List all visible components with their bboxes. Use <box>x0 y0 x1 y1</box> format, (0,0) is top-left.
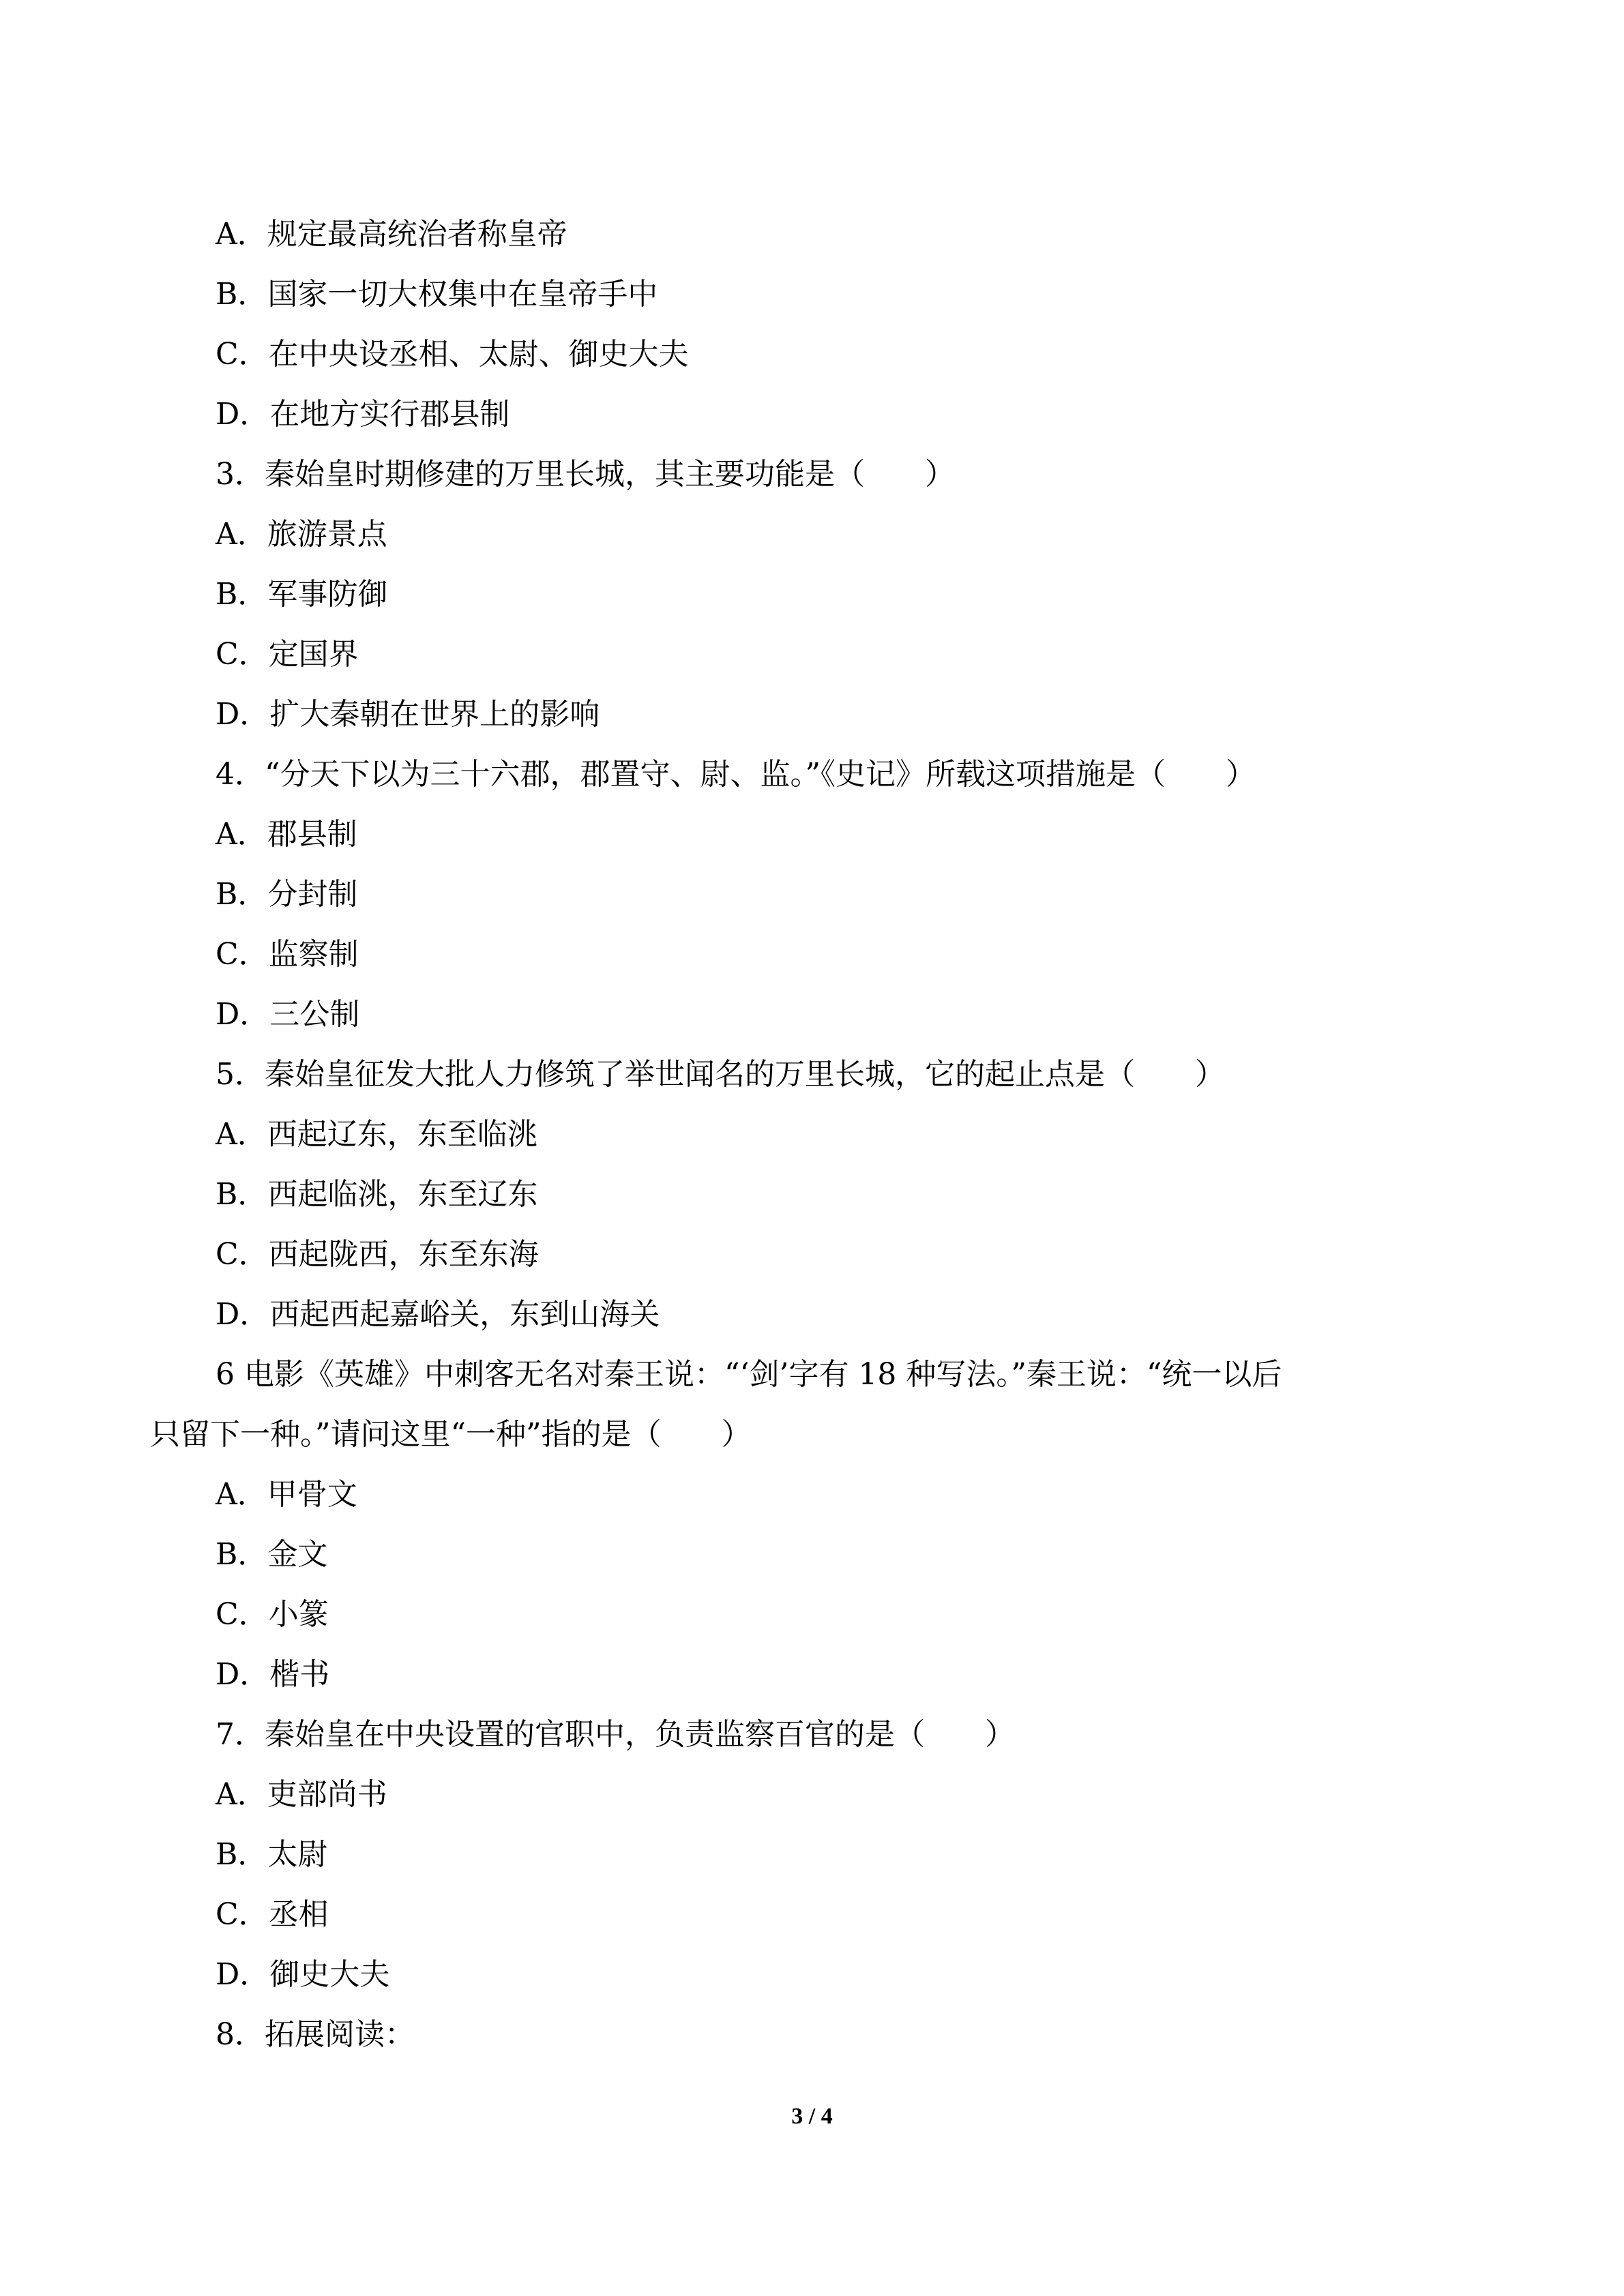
question-6-line-2: 只留下一种。”请问这里“一种”指的是（ ） <box>150 1417 752 1452</box>
option-d: D．在地方实行郡县制 <box>216 397 510 432</box>
question-8: 8．拓展阅读： <box>216 2017 415 2052</box>
question-5: 5．秦始皇征发大批人力修筑了举世闻名的万里长城，它的起止点是（ ） <box>216 1057 1225 1092</box>
option-a: A．甲骨文 <box>216 1477 357 1512</box>
option-c: C．小篆 <box>216 1597 329 1632</box>
option-d: D．楷书 <box>216 1657 330 1692</box>
option-d: D．三公制 <box>216 997 360 1032</box>
question-3: 3．秦始皇时期修建的万里长城，其主要功能是（ ） <box>216 457 955 492</box>
option-d: D．扩大秦朝在世界上的影响 <box>216 697 600 732</box>
option-b: B．国家一切大权集中在皇帝手中 <box>216 277 658 312</box>
question-content <box>150 205 1487 2065</box>
option-a: A．吏部尚书 <box>216 1777 387 1812</box>
option-c: C．丞相 <box>216 1897 329 1932</box>
option-c: C．在中央设丞相、太尉、御史大夫 <box>216 337 689 372</box>
option-a: A．规定最高统治者称皇帝 <box>216 217 567 252</box>
page-number: 3 / 4 <box>791 2104 833 2129</box>
option-c: C．西起陇西，东至东海 <box>216 1237 539 1272</box>
option-d: D．西起西起嘉峪关，东到山海关 <box>216 1297 660 1332</box>
option-a: A．旅游景点 <box>216 517 387 552</box>
question-6-line-1: 6 电影《英雄》中刺客无名对秦王说：“‘剑’字有 18 种写法。”秦王说：“统一以后 <box>216 1357 1282 1392</box>
question-4: 4．“分天下以为三十六郡，郡置守、尉、监。”《史记》所载这项措施是（ ） <box>216 757 1256 792</box>
option-b: B．军事防御 <box>216 577 388 612</box>
option-b: B．西起临洮，东至辽东 <box>216 1177 538 1212</box>
option-b: B．金文 <box>216 1537 328 1572</box>
option-c: C．定国界 <box>216 637 359 672</box>
option-c: C．监察制 <box>216 937 359 972</box>
option-d: D．御史大夫 <box>216 1957 390 1992</box>
option-b: B．分封制 <box>216 877 358 912</box>
option-b: B．太尉 <box>216 1837 328 1872</box>
option-a: A．西起辽东，东至临洮 <box>216 1117 537 1152</box>
question-7: 7．秦始皇在中央设置的官职中，负责监察百官的是（ ） <box>216 1717 1015 1752</box>
option-a: A．郡县制 <box>216 817 357 852</box>
